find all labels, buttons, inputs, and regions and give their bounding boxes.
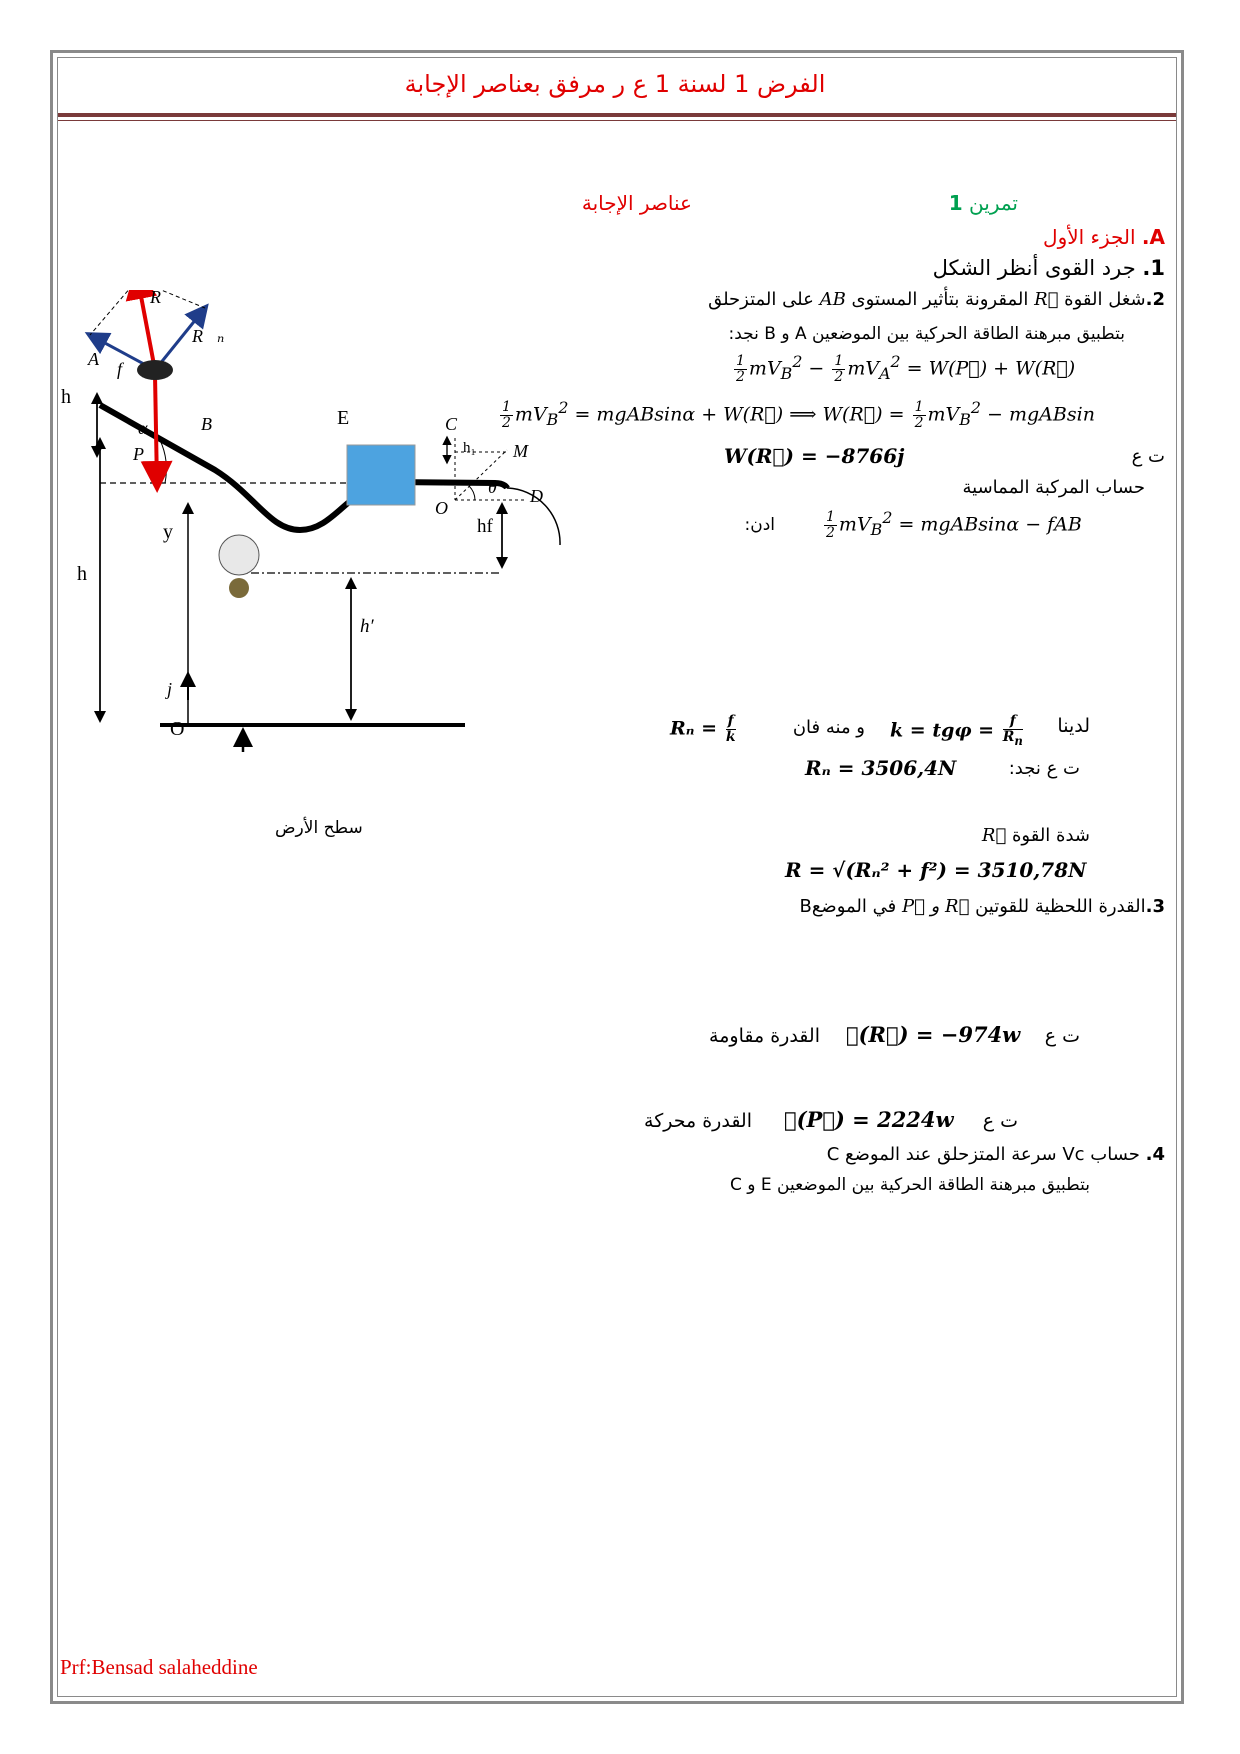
label-theta: θ bbox=[488, 477, 497, 497]
label-m: M bbox=[513, 441, 528, 461]
exercise-heading: تمرين 1 bbox=[948, 191, 1018, 215]
label-h1: h₁ bbox=[463, 440, 476, 456]
power-p-label: القدرة محركة bbox=[644, 1110, 752, 1132]
title-rule-thin bbox=[58, 120, 1176, 121]
theorem-e-c: بتطبيق مبرهنة الطاقة الحركية بين الموضعين E و C bbox=[729, 1175, 1090, 1195]
r-result: R = √(Rₙ² + f²) = 3510,78N bbox=[785, 858, 1087, 882]
work-result: W(R⃗) = −8766j bbox=[724, 444, 905, 468]
label-hp: h′ bbox=[360, 616, 374, 637]
footer-author: Prf:Bensad salaheddine bbox=[60, 1655, 258, 1679]
title-rule bbox=[58, 113, 1176, 117]
label-hf: hf bbox=[477, 516, 493, 537]
label-h: h bbox=[77, 563, 87, 585]
label-f: f⃗ bbox=[117, 359, 137, 379]
jumper-photo bbox=[347, 445, 415, 505]
label-b: B bbox=[201, 414, 212, 434]
label-e: E bbox=[337, 407, 350, 429]
power-r-label: القدرة مقاومة bbox=[709, 1025, 820, 1047]
question-1: 1. جرد القوى أنظر الشكل bbox=[932, 256, 1165, 280]
part-marker: A. bbox=[1141, 225, 1165, 249]
part-heading bbox=[1043, 225, 1165, 249]
energy-equation-2: $\frac{1}{2}$ $mV_B^2$ = mgABsinα + W(R⃗) ⟹ W(R⃗) = $\frac{1}{2}$ $mV_B^2$ − mgABsin bbox=[502, 398, 1095, 431]
theorem-a-b: بتطبيق مبرهنة الطاقة الحركية بين الموضعين A و B نجد: bbox=[728, 324, 1125, 344]
p-vector bbox=[155, 375, 157, 485]
power-r-result: 𝓟(R⃗) = −974w bbox=[846, 1022, 1021, 1047]
power-p-result: 𝓟(P⃗) = 2224w bbox=[784, 1107, 954, 1132]
exercise-number: 1 bbox=[948, 191, 963, 215]
label-p: P⃗ bbox=[133, 444, 158, 464]
idn-label: ادن: bbox=[744, 515, 775, 535]
parachutist-figure bbox=[219, 535, 259, 575]
ladayna-label: لدينا bbox=[1057, 715, 1090, 737]
skier-figure bbox=[137, 360, 173, 380]
ta-label-1: ت ع bbox=[1131, 446, 1165, 467]
theta-arc bbox=[469, 486, 475, 500]
rn-formula: Rₙ = $\frac{f}{k}$ bbox=[670, 713, 736, 745]
label-c: C bbox=[445, 414, 458, 434]
page-title: الفرض 1 لسنة 1 ع ر مرفق بعناصر الإجابة bbox=[404, 70, 826, 98]
ground-label: سطح الأرض bbox=[275, 818, 363, 838]
rn-result: Rₙ = 3506,4N bbox=[805, 756, 957, 780]
shidda-label: شدة القوة R⃗ bbox=[981, 825, 1090, 846]
answers-heading: عناصر الإجابة bbox=[581, 191, 692, 215]
alpha-arc bbox=[160, 440, 166, 483]
ta-label-3: ت ع bbox=[982, 1110, 1018, 1132]
label-alpha: α bbox=[138, 418, 148, 438]
energy-equation-3: $\frac{1}{2}$ $mV_B^2$ = mgABsinα − fAB bbox=[826, 508, 1082, 541]
tangential-heading: حساب المركبة المماسية bbox=[962, 477, 1145, 498]
energy-equation-1: $\frac{1}{2}$ $mV_B^2$ − $\frac{1}{2}$ $mV_A^2$ = W(P⃗) + W(R⃗) bbox=[736, 352, 1076, 385]
skier-diagram bbox=[55, 290, 615, 850]
label-o: O bbox=[435, 498, 448, 518]
label-d: D bbox=[530, 486, 543, 506]
label-j: j⃗ bbox=[167, 679, 187, 699]
ta-najid-label: ت ع نجد: bbox=[1008, 758, 1080, 779]
part-label: الجزء الأول bbox=[1043, 225, 1136, 249]
om-line bbox=[455, 450, 507, 500]
label-h-top: h bbox=[61, 386, 71, 408]
question-3: 3.القدرة اللحظية للقوتين R⃗ و P⃗ في الموضعB bbox=[799, 896, 1165, 917]
label-o-ground: O bbox=[170, 718, 185, 740]
k-equation: k = tgφ = $\frac{f}{R_n}$ bbox=[890, 713, 1023, 748]
label-rn: R⃗ₙ bbox=[192, 326, 225, 346]
ta-label-2: ت ع bbox=[1044, 1025, 1080, 1047]
label-r: R⃗ bbox=[150, 290, 175, 307]
question-2: 2.شغل القوة R⃗ المقرونة بتأثير المستوى AB على المتزحلق bbox=[708, 289, 1165, 310]
label-y: y bbox=[163, 521, 173, 543]
wa-minhu-label: و منه فان bbox=[792, 717, 865, 738]
label-a: A bbox=[88, 349, 99, 369]
question-4: 4. حساب Vc سرعة المتزحلق عند الموضع C bbox=[826, 1144, 1165, 1165]
